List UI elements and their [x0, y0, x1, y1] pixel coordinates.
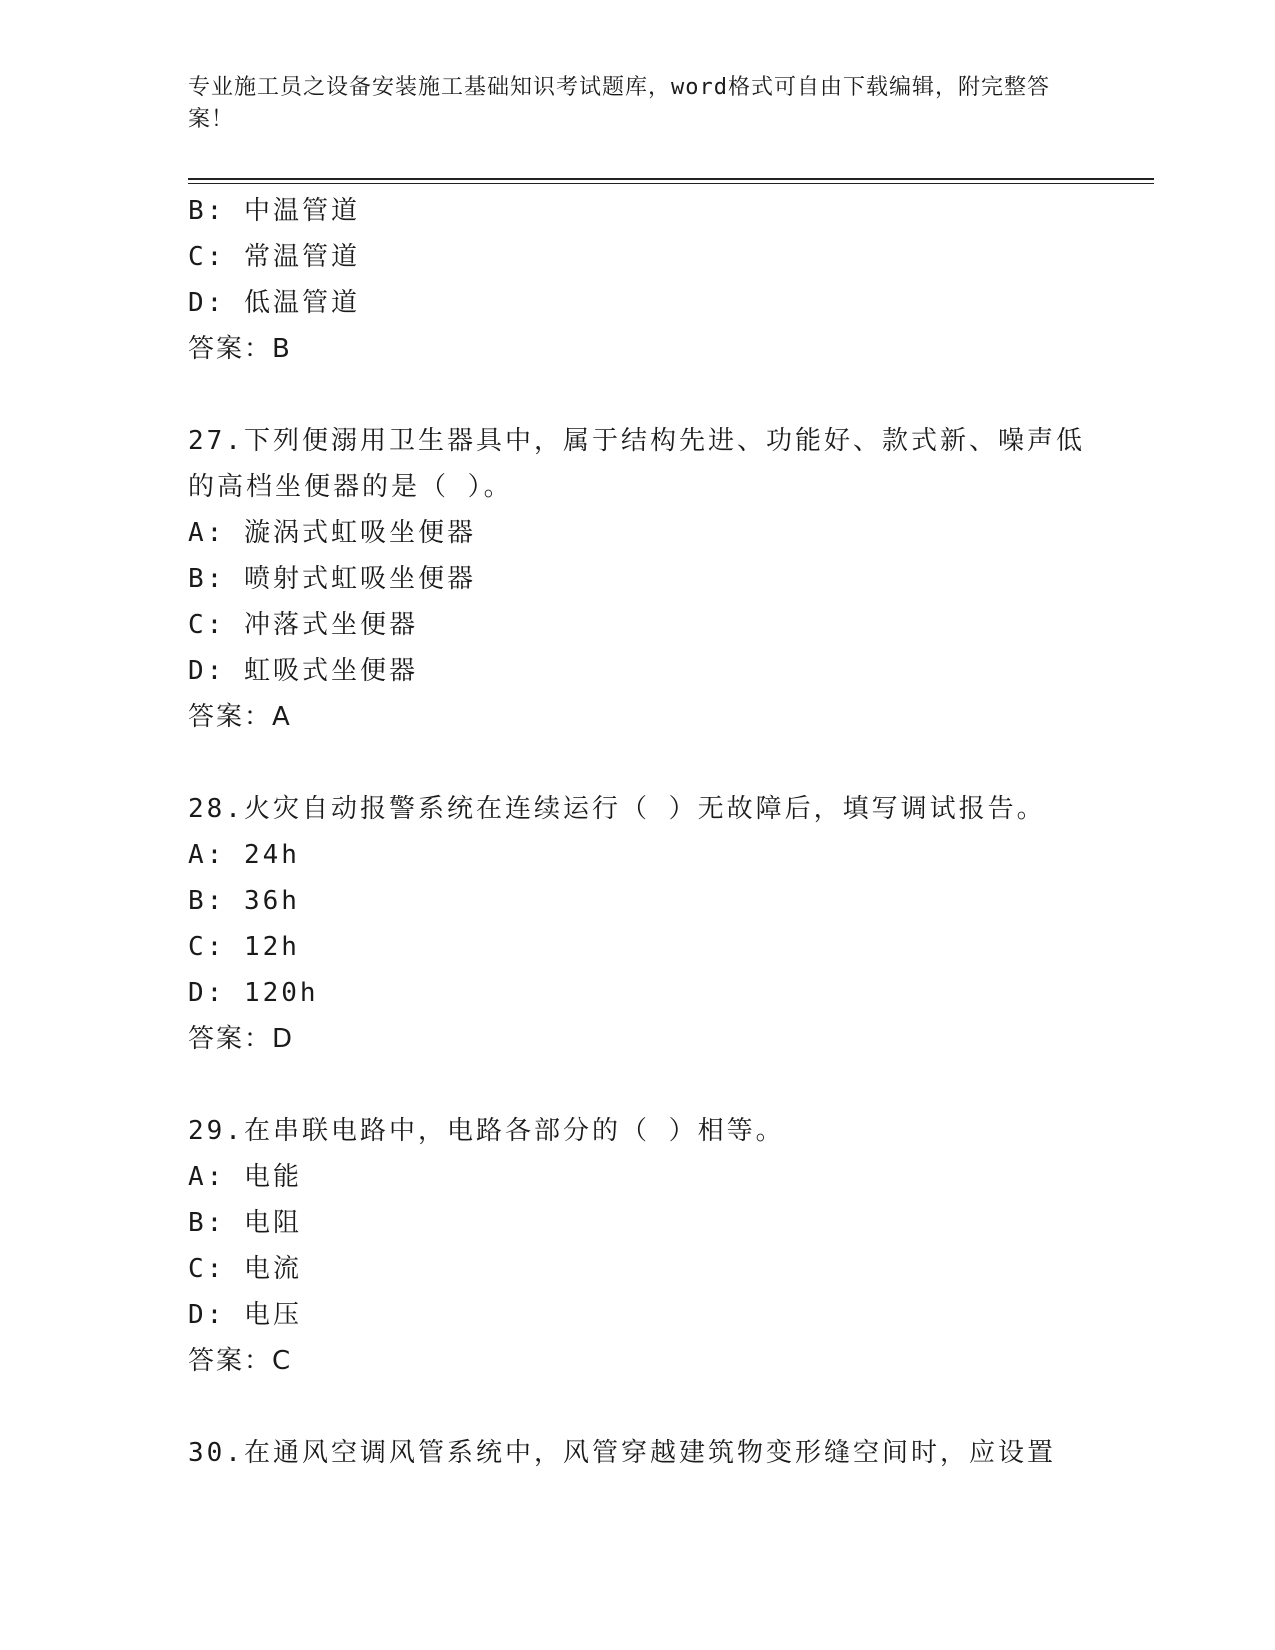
option-line: C: 电流 [188, 1254, 302, 1284]
option-line: C: 12h [188, 932, 300, 962]
option-line: A: 漩涡式虹吸坐便器 [188, 518, 476, 548]
header-divider-thin [188, 183, 1154, 184]
option-line: C: 冲落式坐便器 [188, 610, 418, 640]
block-spacer [188, 1062, 1088, 1108]
question-text: 29.在串联电路中，电路各部分的（ ）相等。 [188, 1116, 785, 1146]
option-line: D: 电压 [188, 1300, 302, 1330]
option-line: D: 虹吸式坐便器 [188, 656, 418, 686]
header-divider-thick [188, 178, 1154, 180]
answer-line: 答案：D [188, 1024, 295, 1054]
option-line: A: 24h [188, 840, 300, 870]
option-line: B: 喷射式虹吸坐便器 [188, 564, 476, 594]
question-text: 30.在通风空调风管系统中，风管穿越建筑物变形缝空间时，应设置 [188, 1438, 1056, 1468]
question-list [188, 188, 1088, 1476]
option-line: A: 电能 [188, 1162, 302, 1192]
block-spacer [188, 372, 1088, 418]
option-line: C: 常温管道 [188, 242, 360, 272]
block-spacer [188, 740, 1088, 786]
question-text: 28.火灾自动报警系统在连续运行（ ）无故障后，填写调试报告。 [188, 794, 1046, 824]
page-header: 专业施工员之设备安装施工基础知识考试题库，word格式可自由下载编辑，附完整答案！ [188, 75, 1050, 132]
answer-line: 答案：B [188, 334, 292, 364]
option-line: B: 电阻 [188, 1208, 302, 1238]
answer-line: 答案：C [188, 1346, 293, 1376]
option-line: B: 中温管道 [188, 196, 360, 226]
option-line: D: 低温管道 [188, 288, 360, 318]
option-line: D: 120h [188, 978, 319, 1008]
answer-line: 答案：A [188, 702, 292, 732]
question-text: 27.下列便溺用卫生器具中，属于结构先进、功能好、款式新、噪声低的高档坐便器的是（ ）。 [188, 426, 1085, 502]
block-spacer [188, 1384, 1088, 1430]
option-line: B: 36h [188, 886, 300, 916]
